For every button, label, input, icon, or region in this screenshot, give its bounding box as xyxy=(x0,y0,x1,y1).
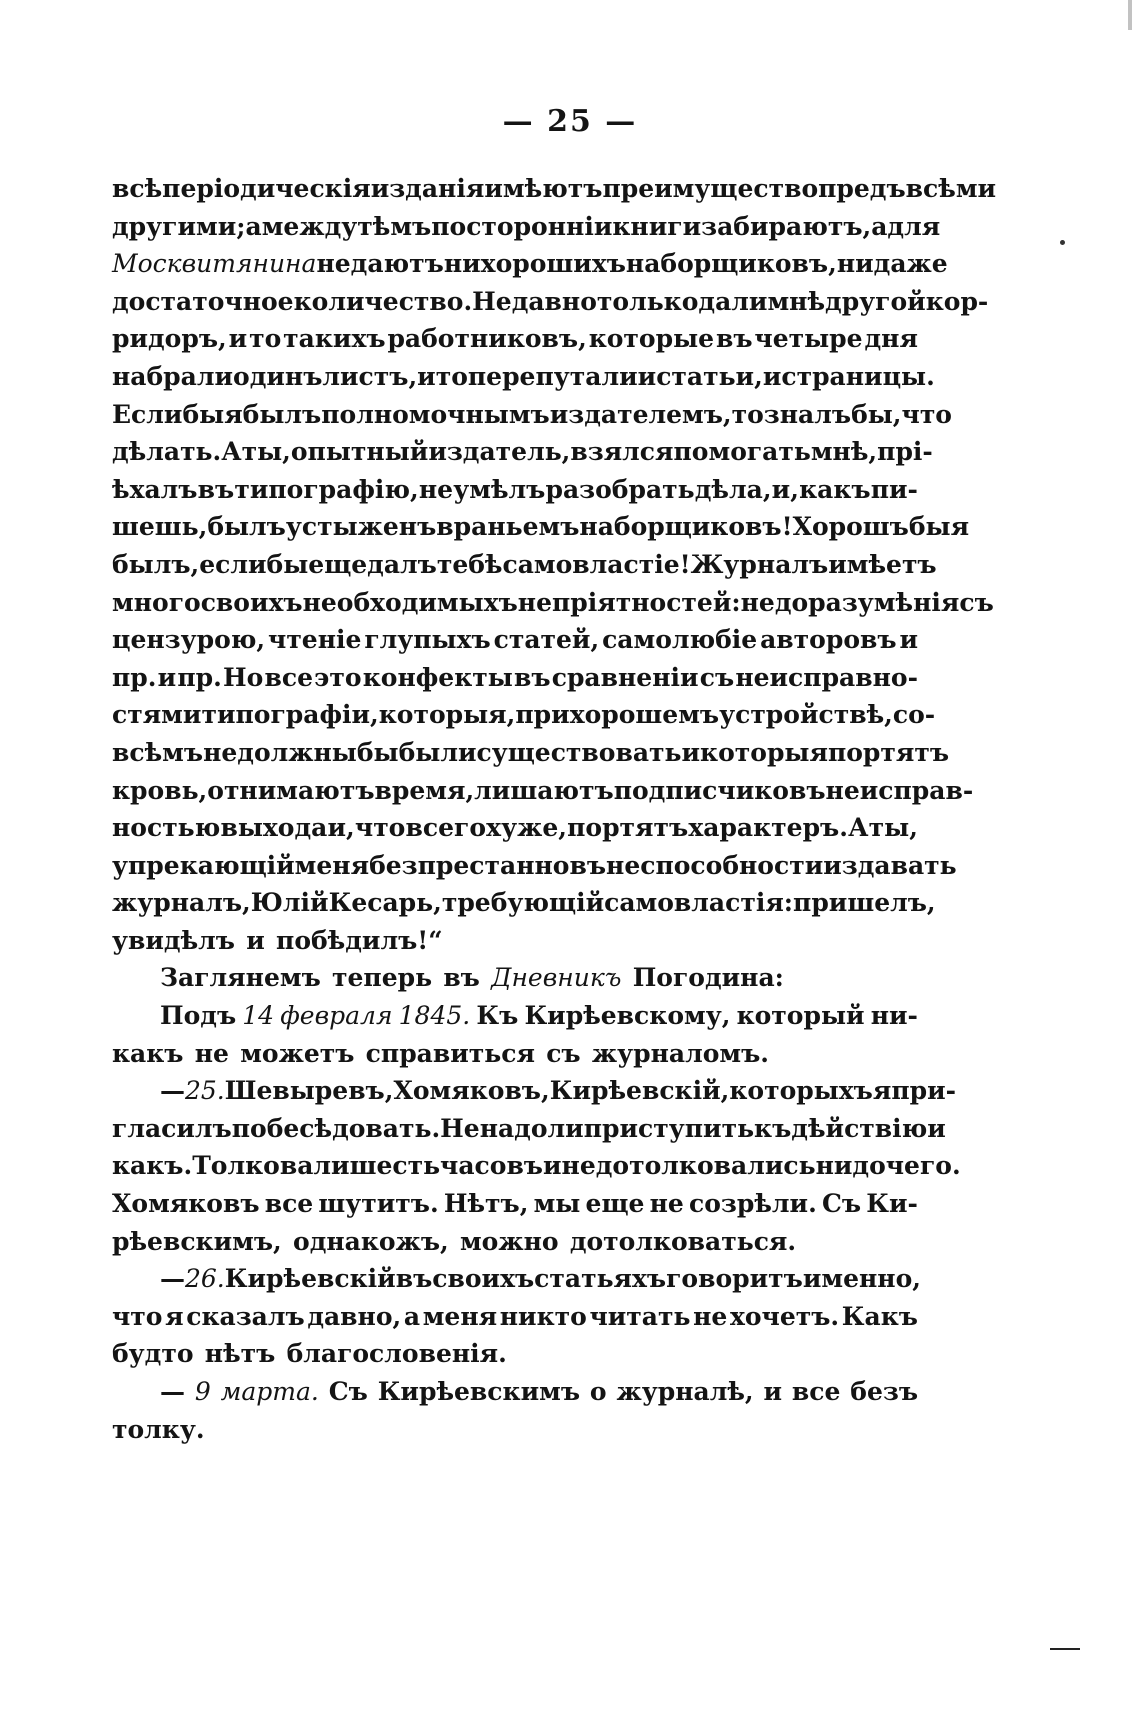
text-line xyxy=(112,584,994,622)
word: издатель, xyxy=(428,437,571,467)
word: при- xyxy=(891,1076,957,1106)
text-line xyxy=(112,170,997,208)
word: дѣйствію xyxy=(791,1113,928,1143)
text-line xyxy=(112,1223,918,1261)
word: враньемъ xyxy=(436,512,580,542)
word: самовластія: xyxy=(604,888,794,918)
word: которыя xyxy=(700,737,828,767)
word: лишаютъ xyxy=(474,775,614,805)
text-line xyxy=(112,621,918,659)
word: Подъ xyxy=(160,1001,237,1031)
word: ни xyxy=(443,249,481,279)
text-line xyxy=(112,1373,918,1411)
word: пришелъ, xyxy=(793,888,936,918)
word: читать xyxy=(589,1301,691,1331)
word: справиться xyxy=(365,1038,535,1068)
word: количество. xyxy=(293,286,473,316)
word: отнимаютъ xyxy=(207,775,375,805)
word: своихъ xyxy=(432,1264,535,1294)
word: взялся xyxy=(570,437,674,467)
word: не xyxy=(649,1189,684,1219)
word: я xyxy=(872,1076,892,1106)
word: Толковали xyxy=(192,1151,350,1181)
text-line xyxy=(112,1185,918,1223)
italic-word: Дневникъ xyxy=(491,963,622,993)
word: далъ xyxy=(367,549,437,579)
text-line xyxy=(112,358,935,396)
word: всѣ xyxy=(112,174,163,203)
word: должны xyxy=(237,737,357,767)
word: авторовъ xyxy=(760,625,897,655)
word: предъ xyxy=(818,174,906,203)
word: однакожъ, xyxy=(293,1226,449,1256)
word: говоритъ xyxy=(666,1264,803,1294)
word: это xyxy=(314,662,362,692)
word: именно, xyxy=(802,1264,921,1294)
word: помогать xyxy=(673,437,811,467)
word: и, xyxy=(327,813,355,843)
text-line xyxy=(112,208,941,246)
word: съ xyxy=(546,1038,581,1068)
word: ли xyxy=(547,1113,584,1143)
body-text xyxy=(112,170,997,1448)
word: былъ xyxy=(242,399,322,429)
word: только xyxy=(596,286,699,316)
word: не xyxy=(561,1151,596,1181)
word: можетъ xyxy=(240,1038,355,1068)
word: и xyxy=(417,361,436,391)
word: съ xyxy=(959,587,994,617)
word: другой xyxy=(825,286,926,316)
word: тебѣ xyxy=(436,549,503,579)
word: ни xyxy=(815,1151,853,1181)
word: требующій xyxy=(441,888,605,918)
word: часовъ xyxy=(440,1151,543,1181)
word: Кирѣевскій, xyxy=(549,1076,730,1106)
text-line xyxy=(112,809,918,847)
text-line xyxy=(112,320,918,358)
word: посторонніи xyxy=(431,211,613,241)
word: какъ xyxy=(112,1038,184,1068)
word: между xyxy=(261,211,358,241)
word: дня xyxy=(864,324,918,354)
word: необходимыхъ xyxy=(302,587,518,617)
word: съ xyxy=(699,662,735,692)
word: кор- xyxy=(925,286,989,316)
word: можно xyxy=(459,1226,559,1256)
word: сказалъ xyxy=(186,1301,305,1331)
word: ни xyxy=(836,249,874,279)
word: работниковъ, xyxy=(387,324,587,354)
text-line xyxy=(112,997,918,1035)
word: умѣлъ xyxy=(453,474,546,504)
word: еще xyxy=(585,1189,645,1219)
word: дотолковались xyxy=(595,1151,816,1181)
word: надо xyxy=(479,1113,548,1143)
word: статьи, xyxy=(656,361,763,391)
word: — xyxy=(160,1264,185,1294)
italic-word: марта. xyxy=(220,1377,319,1406)
word: хорошемъ xyxy=(569,700,720,730)
word: Хомяковъ, xyxy=(393,1076,550,1106)
text-line xyxy=(112,508,970,546)
italic-word: 9 xyxy=(194,1377,211,1406)
word: и, xyxy=(771,474,799,504)
word: и xyxy=(246,925,265,955)
word: а xyxy=(403,1301,421,1331)
word: и xyxy=(157,662,177,692)
word: всего xyxy=(405,813,487,843)
word: то xyxy=(249,324,282,354)
word: прі- xyxy=(877,437,933,467)
word: Шевыревъ, xyxy=(224,1076,394,1106)
word: ридоръ, xyxy=(112,324,227,354)
word: дотолковаться. xyxy=(569,1226,797,1256)
word: дѣла, xyxy=(694,474,772,504)
italic-word: Москвитянина xyxy=(112,249,317,279)
word: — xyxy=(160,1377,185,1406)
word: Заглянемъ xyxy=(160,963,321,993)
text-line xyxy=(112,1072,957,1110)
italic-word: 26. xyxy=(185,1264,225,1294)
text-line xyxy=(112,922,918,960)
word: мнѣ, xyxy=(810,437,878,467)
word: журналъ, xyxy=(112,888,251,918)
word: и xyxy=(228,324,248,354)
word: неисправ- xyxy=(825,775,974,805)
word: издавать xyxy=(823,850,957,880)
word: недоразумѣнія xyxy=(740,587,960,617)
word: журналомъ. xyxy=(591,1038,769,1068)
word: самовластіе! xyxy=(502,549,691,579)
word: даютъ xyxy=(350,249,444,279)
word: неспособности xyxy=(606,850,824,880)
word: существовать xyxy=(476,737,682,767)
word: ѣхалъ xyxy=(112,474,198,504)
word: былъ, xyxy=(112,549,200,579)
word: преимущество xyxy=(602,174,819,203)
word: былъ xyxy=(207,512,286,542)
word: гласилъ xyxy=(112,1113,232,1143)
word: что xyxy=(901,399,952,429)
word: Кирѣевскому, xyxy=(524,1001,731,1031)
word: рѣевскимъ, xyxy=(112,1226,282,1256)
word: другими; xyxy=(112,211,246,241)
word: непріятностей: xyxy=(517,587,741,617)
word: разобрать xyxy=(545,474,695,504)
word: опытный xyxy=(290,437,429,467)
word: не xyxy=(693,1301,728,1331)
word: чего. xyxy=(885,1151,961,1181)
word: Но xyxy=(223,662,264,692)
word: что xyxy=(354,813,406,843)
word: Кесарь, xyxy=(328,888,442,918)
word: сравненіи xyxy=(551,662,699,692)
word: толку. xyxy=(112,1414,205,1444)
word: устыженъ xyxy=(285,512,437,542)
margin-rule-mark xyxy=(1050,1648,1080,1650)
word: которыя, xyxy=(378,700,516,730)
word: набрали xyxy=(112,361,234,391)
word: упрекающій xyxy=(112,850,295,880)
word: чтеніе xyxy=(268,625,362,655)
word: Ки- xyxy=(866,1189,918,1219)
word: теперь xyxy=(332,963,433,993)
word: много xyxy=(112,587,201,617)
word: въ xyxy=(443,963,480,993)
word: устройствѣ, xyxy=(719,700,893,730)
word: кровь, xyxy=(112,775,208,805)
word: даже xyxy=(873,249,948,279)
word: цензурою, xyxy=(112,625,266,655)
word: меня xyxy=(294,850,370,880)
word: Нѣтъ, xyxy=(443,1189,529,1219)
scan-speck xyxy=(1060,240,1065,245)
word: типографію, xyxy=(234,474,419,504)
word: зналъ xyxy=(763,399,852,429)
word: бы, xyxy=(851,399,902,429)
word: побѣдилъ!“ xyxy=(276,925,443,955)
word: еще xyxy=(308,549,368,579)
word: побесѣдовать. xyxy=(231,1113,441,1143)
word: еслибы xyxy=(199,549,309,579)
italic-word: февраля xyxy=(280,1001,393,1031)
word: при xyxy=(515,700,570,730)
word: Недавно xyxy=(472,286,597,316)
word: о xyxy=(589,1377,607,1406)
italic-word: 14 xyxy=(242,1001,275,1031)
text-line xyxy=(112,1110,946,1148)
word: самолюбіе xyxy=(602,625,758,655)
word: благословенія. xyxy=(286,1339,507,1369)
word: Кирѣевскій xyxy=(224,1264,396,1294)
word: подписчиковъ xyxy=(613,775,826,805)
word: Кирѣевскимъ xyxy=(377,1377,581,1406)
word: я xyxy=(165,1301,184,1331)
word: перепутали xyxy=(467,361,638,391)
word: будто xyxy=(112,1339,194,1369)
word: листъ, xyxy=(322,361,418,391)
word: и xyxy=(762,361,782,391)
text-line xyxy=(112,884,936,922)
word: пр. xyxy=(177,662,222,692)
word: такихъ xyxy=(283,324,386,354)
text-line xyxy=(112,245,948,283)
word: А xyxy=(221,437,242,467)
text-line xyxy=(112,283,989,321)
word: статьяхъ xyxy=(534,1264,667,1294)
word: портятъ xyxy=(567,813,689,843)
word: забираютъ, xyxy=(701,211,872,241)
word: бы xyxy=(908,512,951,542)
word: увидѣлъ xyxy=(112,925,235,955)
word: портятъ xyxy=(827,737,950,767)
word: все xyxy=(264,662,313,692)
word: и xyxy=(899,625,918,655)
word: всѣмъ xyxy=(112,737,204,767)
word: Не xyxy=(440,1113,480,1143)
word: хочетъ. xyxy=(729,1301,840,1331)
word: шутитъ. xyxy=(318,1189,439,1219)
word: какъ. xyxy=(112,1151,193,1181)
word: конфекты xyxy=(362,662,513,692)
word: меня xyxy=(422,1301,498,1331)
word: приступить xyxy=(583,1113,755,1143)
word: безъ xyxy=(850,1377,918,1406)
word: тѣмъ xyxy=(357,211,432,241)
word: дали xyxy=(698,286,768,316)
word: мы xyxy=(533,1189,581,1219)
word: въ xyxy=(569,850,607,880)
text-line xyxy=(112,847,957,885)
word: Хорошъ xyxy=(792,512,909,542)
word: какъ xyxy=(799,474,871,504)
word: который xyxy=(736,1001,865,1031)
word: нѣтъ xyxy=(204,1339,276,1369)
word: ты, xyxy=(241,437,291,467)
word: періодическія xyxy=(162,174,371,203)
word: мнѣ xyxy=(767,286,826,316)
word: полномочнымъ xyxy=(321,399,550,429)
word: не xyxy=(316,249,351,279)
word: бы xyxy=(356,737,399,767)
text-line xyxy=(112,1411,918,1449)
word: всѣми xyxy=(905,174,997,203)
word: Юлій xyxy=(250,888,329,918)
word: я xyxy=(950,512,970,542)
italic-word: 25. xyxy=(185,1076,225,1106)
word: Какъ xyxy=(841,1301,918,1331)
word: наборщиковъ! xyxy=(579,512,793,542)
word: и xyxy=(681,737,701,767)
word: все xyxy=(264,1189,314,1219)
word: шешь, xyxy=(112,512,208,542)
word: Съ xyxy=(328,1377,368,1406)
word: то xyxy=(731,399,764,429)
word: хорошихъ xyxy=(480,249,626,279)
word: въ xyxy=(715,324,753,354)
word: я xyxy=(224,399,243,429)
word: то xyxy=(435,361,468,391)
word: хуже, xyxy=(486,813,567,843)
word: къ xyxy=(754,1113,792,1143)
word: А xyxy=(848,813,869,843)
word: Погодина: xyxy=(632,963,784,993)
word: Журналъ xyxy=(690,549,829,579)
word: что xyxy=(112,1301,163,1331)
word: Хомяковъ xyxy=(112,1189,260,1219)
word: характеръ. xyxy=(688,813,848,843)
word: и xyxy=(637,361,657,391)
word: не xyxy=(203,737,238,767)
word: журналѣ, xyxy=(616,1377,754,1406)
text-line xyxy=(112,546,937,584)
text-line xyxy=(112,1335,918,1373)
page-number: — 25 — xyxy=(502,104,638,139)
word: типографіи, xyxy=(201,700,379,730)
text-line xyxy=(112,959,918,997)
word: пр. xyxy=(112,662,157,692)
word: ты, xyxy=(868,813,918,843)
word: не xyxy=(418,474,454,504)
text-line xyxy=(112,1147,961,1185)
word: не xyxy=(194,1038,229,1068)
word: стями xyxy=(112,700,202,730)
word: давно, xyxy=(307,1301,402,1331)
text-line xyxy=(112,471,918,509)
word: и xyxy=(927,1113,946,1143)
word: — xyxy=(160,1076,185,1106)
word: наборщиковъ, xyxy=(625,249,837,279)
text-line xyxy=(112,1298,918,1336)
text-line xyxy=(112,1260,921,1298)
word: въ xyxy=(514,662,551,692)
word: со- xyxy=(892,700,936,730)
word: до xyxy=(852,1151,886,1181)
word: въ xyxy=(395,1264,433,1294)
word: издателемъ, xyxy=(549,399,732,429)
italic-word: 1845. xyxy=(398,1001,471,1031)
text-line xyxy=(112,696,936,734)
word: одинъ xyxy=(233,361,323,391)
word: Еслибы xyxy=(112,399,225,429)
word: достаточное xyxy=(112,286,294,316)
word: неисправно- xyxy=(735,662,918,692)
word: четыре xyxy=(754,324,863,354)
word: и xyxy=(763,1377,783,1406)
text-line xyxy=(112,659,918,697)
word: Къ xyxy=(476,1001,519,1031)
text-line xyxy=(112,734,950,772)
word: изданія xyxy=(370,174,485,203)
word: и xyxy=(543,1151,562,1181)
word: созрѣли. xyxy=(688,1189,817,1219)
word: глупыхъ xyxy=(364,625,491,655)
text-line xyxy=(112,433,933,471)
word: а xyxy=(245,211,262,241)
word: въ xyxy=(197,474,235,504)
word: дѣлать. xyxy=(112,437,222,467)
word: которыхъ xyxy=(729,1076,873,1106)
scan-edge-mark xyxy=(1128,0,1132,30)
word: шесть xyxy=(349,1151,441,1181)
word: пи- xyxy=(870,474,918,504)
word: книги xyxy=(612,211,702,241)
word: никто xyxy=(499,1301,587,1331)
word: были xyxy=(398,737,477,767)
word: которые xyxy=(588,324,715,354)
word: имѣетъ xyxy=(828,549,937,579)
text-line xyxy=(112,1035,918,1073)
word: статей, xyxy=(493,625,600,655)
word: своихъ xyxy=(200,587,303,617)
word: ни- xyxy=(870,1001,918,1031)
word: а xyxy=(871,211,888,241)
word: безпрестанно xyxy=(369,850,570,880)
word: время, xyxy=(374,775,475,805)
text-line xyxy=(112,396,952,434)
text-line xyxy=(112,772,974,810)
word: выхода xyxy=(220,813,328,843)
word: для xyxy=(887,211,941,241)
word: Съ xyxy=(821,1189,862,1219)
word: страницы. xyxy=(781,361,935,391)
word: ностью xyxy=(112,813,221,843)
word: все xyxy=(791,1377,841,1406)
word: имѣютъ xyxy=(484,174,603,203)
